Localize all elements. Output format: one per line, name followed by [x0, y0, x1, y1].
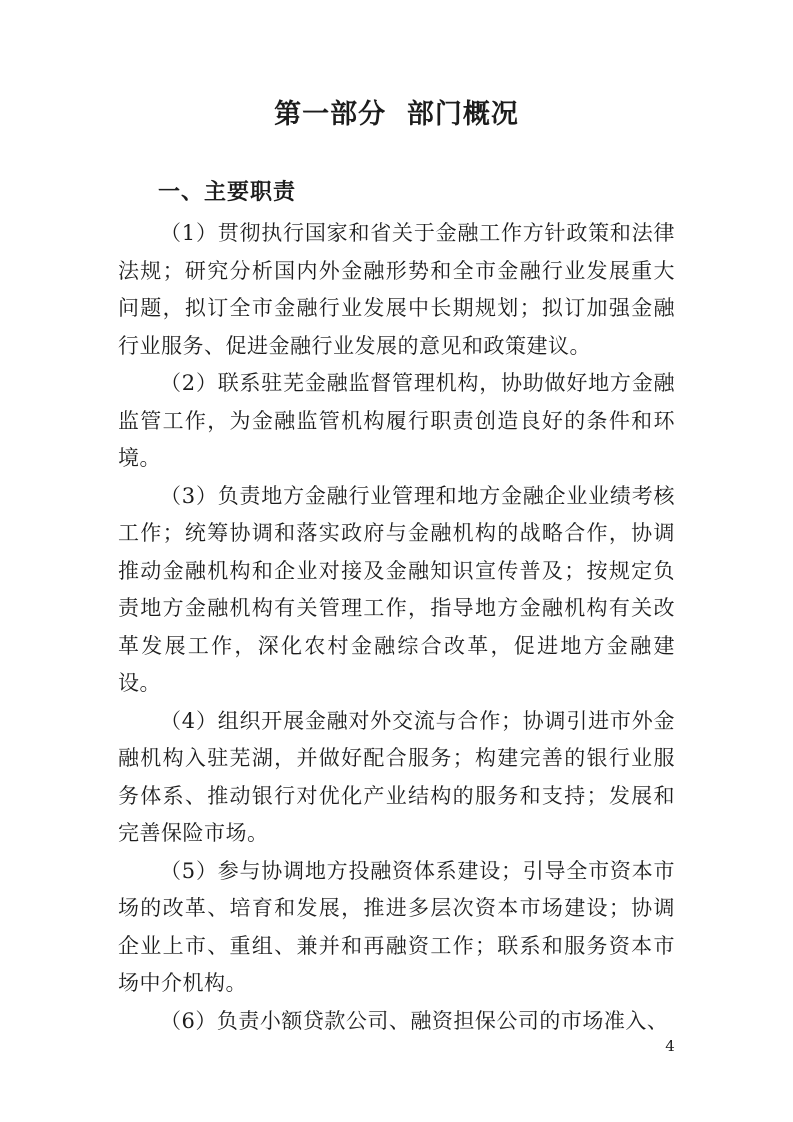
document-content: [118, 96, 675, 1040]
section-heading: 一、主要职责: [158, 180, 297, 205]
body-paragraph: （2）联系驻芜金融监督管理机构，协助做好地方金融监管工作，为金融监管机构履行职责创造良好的条件和环境。: [118, 371, 675, 470]
body-paragraph: （4）组织开展金融对外交流与合作；协调引进市外金融机构入驻芜湖，并做好配合服务；构建完善的银行业服务体系、推动银行对优化产业结构的服务和支持；发展和完善保险市场。: [118, 708, 675, 845]
page-number: 4: [665, 1037, 675, 1055]
document-title: 第一部分 部门概况: [274, 99, 519, 130]
body-paragraph: （6）负责小额贷款公司、融资担保公司的市场准入、: [160, 1008, 669, 1033]
body-paragraph: （3）负责地方金融行业管理和地方金融企业业绩考核工作；统筹协调和落实政府与金融机构的战略合作，协调推动金融机构和企业对接及金融知识宣传普及；按规定负责地方金融机构有关管理工作，指导地方金融机构有关改革发展工作，深化农村金融综合改革，促进地方金融建设。: [118, 483, 675, 695]
body-paragraph: （1）贯彻执行国家和省关于金融工作方针政策和法律法规；研究分析国内外金融形势和全市金融行业发展重大问题，拟订全市金融行业发展中长期规划；拟订加强金融行业服务、促进金融行业发展的意见和政策建议。: [118, 221, 675, 358]
body-paragraph: （5）参与协调地方投融资体系建设；引导全市资本市场的改革、培育和发展，推进多层次资本市场建设；协调企业上市、重组、兼并和再融资工作；联系和服务资本市场中介机构。: [118, 858, 675, 995]
